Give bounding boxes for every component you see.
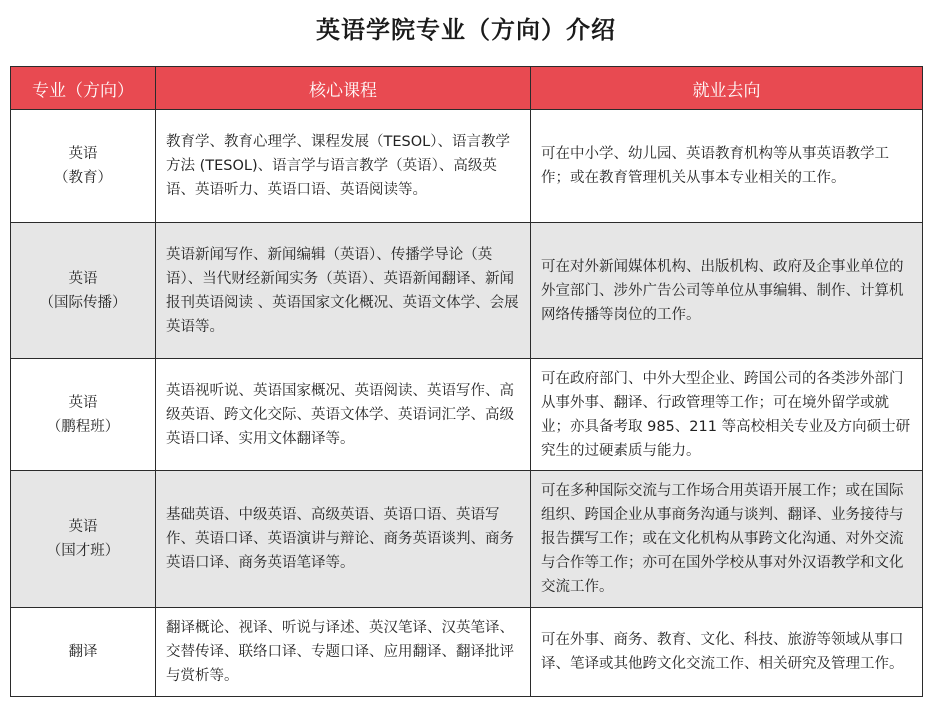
major-name: 英语 bbox=[68, 394, 98, 411]
major-name: 英语 bbox=[68, 146, 98, 162]
major-cell bbox=[11, 110, 156, 223]
major-cell bbox=[11, 359, 156, 471]
major-direction: （国才班） bbox=[46, 543, 120, 559]
major-name: 英语 bbox=[68, 519, 98, 535]
courses-cell: 教育学、教育心理学、课程发展（TESOL）、语言教学方法 (TESOL)、语言学与语言教学（英语）、高级英语、英语听力、英语口语、英语阅读等。 bbox=[156, 110, 531, 223]
major-name: 英语 bbox=[68, 270, 98, 287]
table-header-row bbox=[11, 67, 923, 110]
courses-cell: 基础英语、中级英语、高级英语、英语口语、英语写作、英语口译、英语演讲与辩论、商务英语谈判、商务英语口译、商务英语笔译等。 bbox=[156, 471, 531, 608]
careers-cell: 可在多种国际交流与工作场合用英语开展工作；或在国际组织、跨国企业从事商务沟通与谈判、翻译、业务接待与报告撰写工作；或在文化机构从事跨文化沟通、对外交流与合作等工作；亦可在国外学校从事对外汉语教学和文化交流工作。 bbox=[531, 471, 923, 608]
major-cell bbox=[11, 223, 156, 359]
major-direction: （国际传播） bbox=[39, 294, 127, 311]
courses-cell: 翻译概论、视译、听说与译述、英汉笔译、汉英笔译、交替传译、联络口译、专题口译、应用翻译、翻译批评与赏析等。 bbox=[156, 608, 531, 697]
careers-cell: 可在对外新闻媒体机构、出版机构、政府及企事业单位的外宣部门、涉外广告公司等单位从事编辑、制作、计算机网络传播等岗位的工作。 bbox=[531, 223, 923, 359]
courses-cell: 英语新闻写作、新闻编辑（英语）、传播学导论（英语）、当代财经新闻实务（英语）、英语新闻翻译、新闻报刊英语阅读 、英语国家文化概况、英语文体学、会展英语等。 bbox=[156, 223, 531, 359]
table-row bbox=[11, 359, 923, 471]
table-row bbox=[11, 471, 923, 608]
courses-cell: 英语视听说、英语国家概况、英语阅读、英语写作、高级英语、跨文化交际、英语文体学、英语词汇学、高级英语口译、实用文体翻译等。 bbox=[156, 359, 531, 471]
header-major: 专业（方向） bbox=[11, 67, 156, 110]
careers-cell: 可在政府部门、中外大型企业、跨国公司的各类涉外部门从事外事、翻译、行政管理等工作；可在境外留学或就业；亦具备考取 985、211 等高校相关专业及方向硕士研究生的过硬素质与能力。 bbox=[531, 359, 923, 471]
careers-cell: 可在中小学、幼儿园、英语教育机构等从事英语教学工作；或在教育管理机关从事本专业相关的工作。 bbox=[531, 110, 923, 223]
table-row bbox=[11, 608, 923, 697]
major-direction: （教育） bbox=[54, 170, 112, 186]
major-direction: （鹏程班） bbox=[46, 418, 120, 435]
major-cell bbox=[11, 608, 156, 697]
major-name: 翻译 bbox=[68, 644, 98, 660]
header-careers: 就业去向 bbox=[531, 67, 923, 110]
page-title: 英语学院专业（方向）介绍 bbox=[316, 16, 616, 44]
careers-cell: 可在外事、商务、教育、文化、科技、旅游等领域从事口译、笔译或其他跨文化交流工作、相关研究及管理工作。 bbox=[531, 608, 923, 697]
table-row bbox=[11, 223, 923, 359]
major-cell bbox=[11, 471, 156, 608]
table-row bbox=[11, 110, 923, 223]
major-table bbox=[10, 66, 923, 697]
header-courses: 核心课程 bbox=[156, 67, 531, 110]
